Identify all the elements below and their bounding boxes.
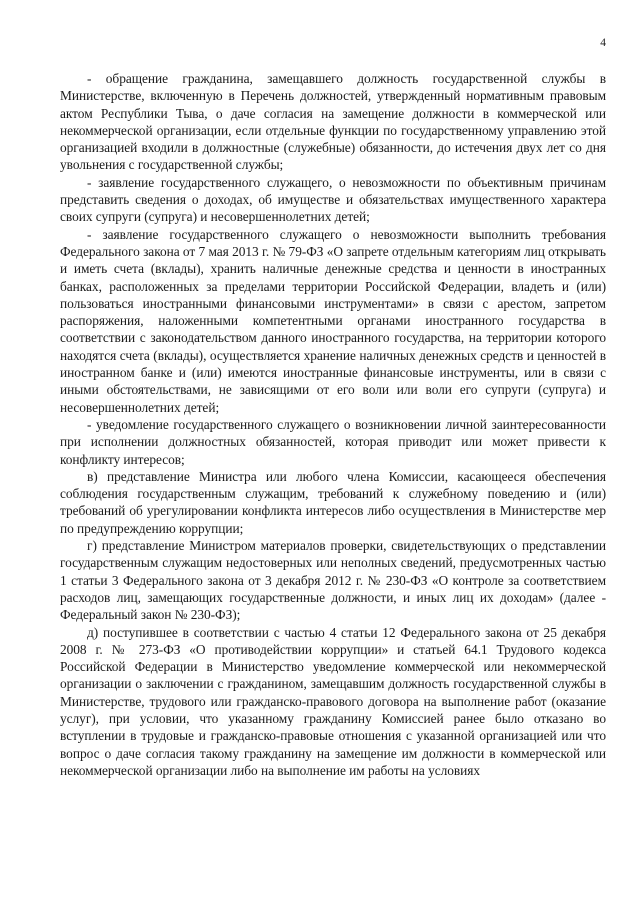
paragraph-item-d: д) поступившее в соответствии с частью 4 статьи 12 Федерального закона от 25 декабря 2008 г. № 273-ФЗ «О противодействии коррупции» и статьей 64.1 Трудового кодекса Российской Федерации в Министерство уведомление коммерческой или некоммерческой организации о заключении с гражданином, замещавшим должность государственной службы в Министерстве, трудового или гражданско-правового договора на выполнение работ (оказание услуг), при условии, что указанному гражданину Комиссией ранее было отказано во вступлении в трудовые и гражданско-правовые отношения с указанной организацией или что вопрос о даче согласия такому гражданину на замещение им должности в коммерческой или некоммерческой организации либо на выполнение им работы на условиях xyxy=(60,624,606,778)
paragraph-conflict-notice: - уведомление государственного служащего о возникновении личной заинтересованности при исполнении должностных обязанностей, которая приводит или может привести к конфликту интересов; xyxy=(60,416,606,467)
paragraph-citizen-appeal: - обращение гражданина, замещавшего должность государственной службы в Министерстве, включенную в Перечень должностей, утвержденный нормативным правовым актом Республики Тыва, о даче согласия на замещение должности в коммерческой или некоммерческой организации, если отдельные функции по государственному управлению этой организацией входили в должностные (служебные) обязанности, до истечения двух лет со дня увольнения с государственной службы; xyxy=(60,71,606,173)
document-body xyxy=(60,70,606,779)
paragraph-income-statement: - заявление государственного служащего, о невозможности по объективным причинам представить сведения о доходах, об имуществе и обязательствах имущественного характера своих супруги (супруга) и несовершеннолетних детей; xyxy=(60,174,606,225)
paragraph-foreign-accounts: - заявление государственного служащего о невозможности выполнить требования Федерального закона от 7 мая 2013 г. № 79-ФЗ «О запрете отдельным категориям лиц открывать и иметь счета (вклады), хранить наличные денежные средства и ценности в иностранных банках, расположенных за пределами территории Российской Федерации, владеть и (или) пользоваться иностранными финансовыми инструментами» в связи с арестом, запретом распоряжения, наложенными компетентными органами иностранного государства в соответствии с законодательством данного иностранного государства, на территории которого находятся счета (вклады), осуществляется хранение наличных денежных средств и ценностей в иностранном банке и (или) имеются иностранные финансовые инструменты, или в связи с иными обстоятельствами, не зависящими от его воли или воли его супруги (супруга) и несовершеннолетних детей; xyxy=(60,226,606,415)
page-number: 4 xyxy=(600,37,606,49)
paragraph-item-v: в) представление Министра или любого члена Комиссии, касающееся обеспечения соблюдения государственным служащим, требований к служебному поведению и (или) требований об урегулировании конфликта интересов либо осуществления в Министерстве мер по предупреждению коррупции; xyxy=(60,468,606,536)
paragraph-item-g: г) представление Министром материалов проверки, свидетельствующих о представлении государственным служащим недостоверных или неполных сведений, предусмотренных частью 1 статьи 3 Федерального закона от 3 декабря 2012 г. № 230-ФЗ «О контроле за соответствием расходов лиц, замещающих государственные должности, и иных лиц их доходам» (далее - Федеральный закон № 230-ФЗ); xyxy=(60,538,606,623)
